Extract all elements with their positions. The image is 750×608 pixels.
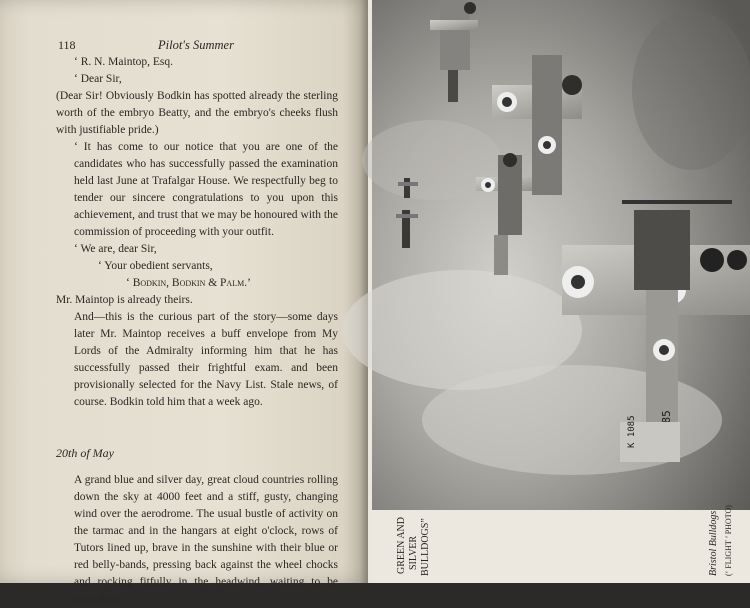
caption-left-line-2: SILVER [408,535,419,570]
right-page [368,0,750,583]
aside-paragraph: (Dear Sir! Obviously Bodkin has spotted already the sterling worth of the embryo Beatty, and the embryo's cheeks flush with justifiable pride.) [56,90,338,136]
section-paragraph: A grand blue and silver day, great cloud countries rolling down the sky at 4000 feet and a stiff, gusty, changing wind over the aerodrome. The usual bustle of activity on the tarmac and in the hangars at eight o'clock, rows of Tutors lined up, brave in the sunshine with their blue or red belly-bands, pressing back against the wheel chocks and rocking fitfully in the headwind, waiting to be started up. [74,474,338,605]
body-text [56,54,338,608]
bulldogs-photo [372,0,750,510]
caption-left-line-1: GREEN AND [396,517,407,574]
page-number: 118 [58,38,76,52]
story-paragraph: And—this is the curious part of the story—some days later Mr. Maintop receives a buff envelope from My Lords of the Admiralty informing him that he has successfully passed their frightful exam. and been provisionally selected for the Navy List. Stale news, of course. Bodkin told him that a week ago. [74,311,338,408]
addressee-line: ‘ R. N. Maintop, Esq. [74,56,174,68]
maintop-line: Mr. Maintop is already theirs. [56,294,193,306]
running-head [58,38,338,54]
signature-line: ‘ Bodkin, Bodkin & Palm.’ [126,277,251,289]
serial-tail: K 1085 [627,415,637,448]
closing-servants-line: ‘ Your obedient servants, [98,260,213,272]
caption-right-title: Bristol Bulldogs [708,510,719,576]
running-title: Pilot's Summer [158,38,234,52]
caption-left-line-3: BULLDOGS” [420,518,431,576]
photo-caption-area [372,505,750,583]
left-page [0,0,372,605]
salutation-line: ‘ Dear Sir, [74,73,122,85]
letter-paragraph: ‘ It has come to our notice that you are one of the candidates who has successfully passed the examination held last June at Trafalgar House. We respectfully beg to tender our sincere congratulations to you upon this achievement, and trust that we may be honoured with the commission of proceeding with your outfit. [74,141,338,238]
closing-line: ‘ We are, dear Sir, [74,243,157,255]
caption-right-credit: (‘ FLIGHT ’ PHOTO) [724,505,733,576]
section-heading: 20th of May [56,446,114,460]
